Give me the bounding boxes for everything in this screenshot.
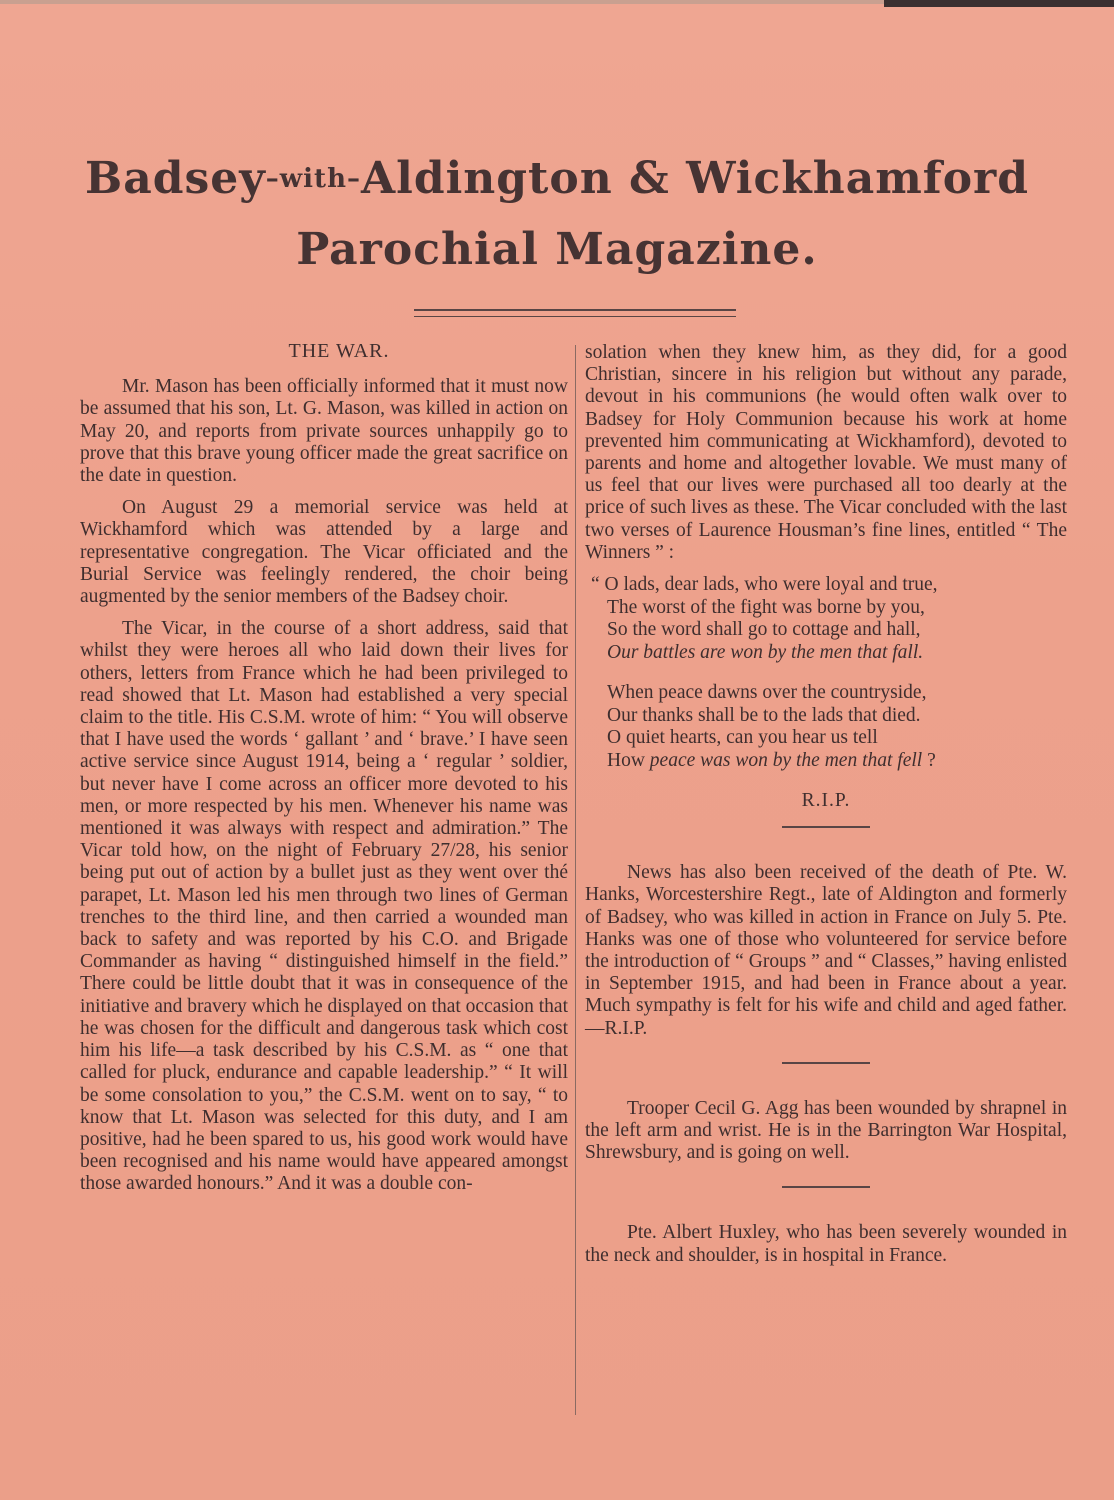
section-title-the-war: THE WAR.	[288, 340, 390, 362]
poem-the-winners	[591, 574, 1067, 772]
rip-text: R.I.P.	[801, 790, 851, 812]
poem-line: So the word shall go to cottage and hall,	[607, 619, 921, 641]
paragraph-trooper-agg: Trooper Cecil G. Agg has been wounded by shrapnel in the left arm and wrist. He is in the Barrington War Hospital, Shrewsbury, and is going on well.	[585, 1097, 1067, 1164]
poem-line: “ O lads, dear lads, who were loyal and true,	[591, 574, 938, 596]
paragraph-pte-huxley: Pte. Albert Huxley, who has been severely wounded in the neck and shoulder, is in hospital in France.	[585, 1222, 1067, 1266]
masthead-aldington-wickhamford: Aldington & Wickhamford	[360, 153, 1029, 204]
poem-line: When peace dawns over the countryside,	[607, 682, 927, 704]
poem-line-italic: peace was won by the men that fell	[649, 749, 923, 771]
section-divider	[782, 1186, 870, 1188]
poem-line: Our thanks shall be to the lads that died.	[607, 704, 921, 726]
scan-edge-shadow	[884, 0, 1114, 7]
paragraph-consolation: solation when they knew him, as they did, for a good Christian, sincere in his religion but without any parade, devout in his communions (he would often walk over to Badsey for Holy Communion because his work at home prevented him communicating at Wickhamford), devoted to parents and home and altogether lovable. We must many of us feel that our lives were purchased all too dearly at the price of such lives as these. The Vicar concluded with the last two verses of Laurence Housman’s fine lines, entitled “ The Winners ” :	[585, 342, 1067, 563]
masthead-with: –with–	[265, 164, 361, 194]
section-divider	[782, 1062, 870, 1064]
poem-line: The worst of the fight was borne by you,	[607, 596, 925, 618]
masthead-line-1	[0, 148, 1114, 210]
paragraph-pte-hanks: News has also been received of the death of Pte. W. Hanks, Worcestershire Regt., late of Aldington and formerly of Badsey, who was killed in action in France on July 5. Pte. Hanks was one of those who volunteered for service before the introduction of “ Groups ” and “ Classes,” having enlisted in September 1915, and had been in France about a year. Much sympathy is felt for his wife and child and aged father.—R.I.P.	[585, 862, 1067, 1039]
poem-line-start: How	[607, 749, 650, 771]
section-divider	[782, 826, 870, 828]
poem-line-end: ?	[922, 749, 936, 771]
paragraph-mason-informed: Mr. Mason has been officially informed that it must now be assumed that his son, Lt. G. Mason, was killed in action on May 20, and reports from private sources unhappily go to prove that this brave young officer made the great sacrifice on the date in question.	[80, 376, 568, 487]
title-double-rule	[414, 309, 736, 317]
poem-stanza-2	[591, 682, 1067, 772]
poem-line	[591, 750, 1067, 773]
masthead-line-2: Parochial Magazine.	[296, 224, 818, 275]
poem-stanza-1	[591, 574, 1067, 664]
paragraph-vicar-address: The Vicar, in the course of a short address, said that whilst they were heroes all who laid down their lives for others, letters from France which he had been privileged to read showed that Lt. Mason had established a very special claim to the title. His C.S.M. wrote of him: “ You will observe that I have used the words ‘ gallant ’ and ‘ brave.’ I have seen active service since August 1914, being a ‘ regular ’ soldier, but never have I come across an officer more devoted to his men, or more respected by his men. Whenever his name was mentioned it was always with respect and admiration.” The Vicar told how, on the night of February 27/28, his senior being put out of action by a bullet just as they went over thé parapet, Lt. Mason led his men through two lines of German trenches to the third line, and then carried a wounded man back to safety and was reported by his C.O. and Brigade Commander as having “ distinguished himself in the field.” There could be little doubt that it was in consequence of the initiative and bravery which he displayed on that occasion that he was chosen for the difficult and dangerous task which cost him his life—a task described by his C.S.M. as “ one that called for pluck, endurance and capable leadership.” “ It will be some consolation to you,” the C.S.M. went on to say, “ to know that Lt. Mason was selected for this duty, and I am positive, had he been spared to us, his good work would have been recognised and his name would have appeared amongst those awarded honours.” And it was a double con-	[80, 618, 568, 1195]
poem-line: O quiet hearts, can you hear us tell	[607, 727, 878, 749]
right-column	[585, 342, 1067, 1277]
column-divider	[575, 345, 576, 1415]
left-column	[80, 340, 568, 1206]
masthead	[0, 148, 1114, 282]
paragraph-memorial-service: On August 29 a memorial service was held at Wickhamford which was attended by a large and representative congregation. The Vicar officiated and the Burial Service was feelingly rendered, the choir being augmented by the senior members of the Badsey choir.	[80, 497, 568, 608]
poem-line: Our battles are won by the men that fall.	[607, 641, 924, 663]
masthead-badsey: Badsey	[85, 153, 266, 204]
